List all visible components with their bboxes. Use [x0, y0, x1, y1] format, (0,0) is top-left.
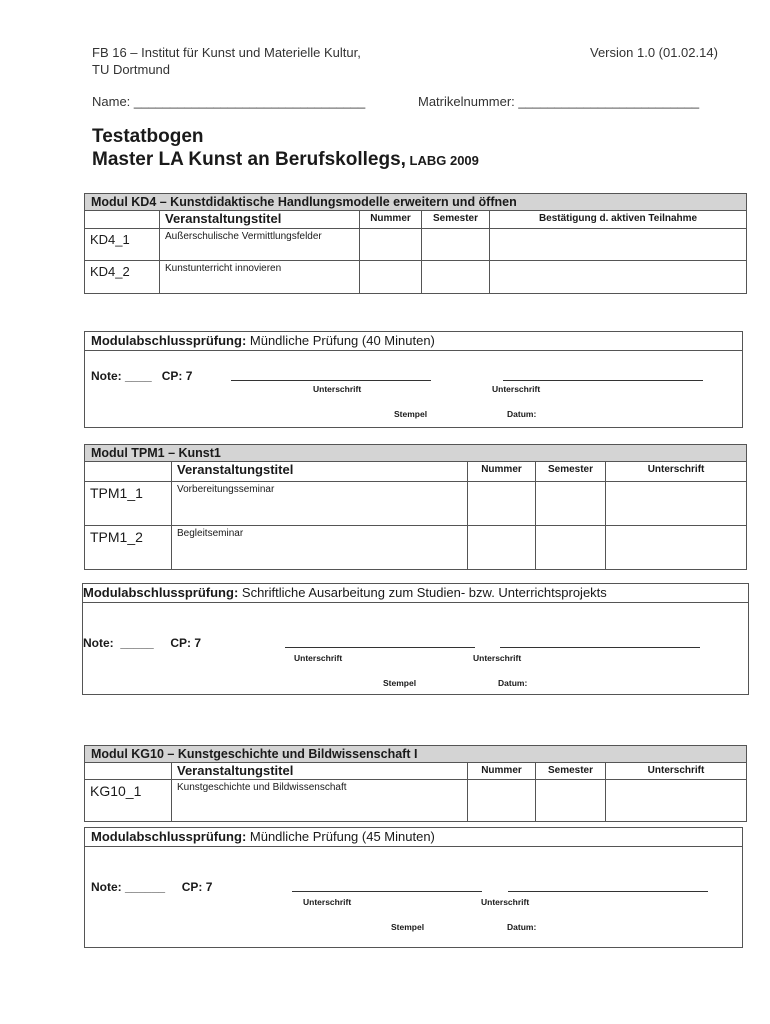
col-semester: Semester	[422, 211, 490, 229]
name-field[interactable]: Name: ________________________________	[92, 94, 366, 109]
table-row	[85, 780, 747, 822]
course-code: KG10_1	[85, 780, 172, 822]
course-code: KD4_1	[85, 229, 160, 261]
nummer-cell[interactable]	[360, 229, 422, 261]
exam-box-kd4	[84, 331, 743, 428]
exam-text: Mündliche Prüfung (40 Minuten)	[246, 333, 435, 348]
nummer-cell[interactable]	[468, 526, 536, 570]
course-code: TPM1_2	[85, 526, 172, 570]
note-field[interactable]: Note: _____ CP: 7	[83, 636, 202, 650]
confirmation-cell[interactable]	[490, 261, 747, 294]
exam-title	[85, 332, 742, 351]
exam-box-tpm1	[82, 583, 749, 695]
title-line1: Testatbogen	[92, 126, 204, 147]
module-kd4-heading: Modul KD4 – Kunstdidaktische Handlungsmodelle erweitern und öffnen	[85, 194, 747, 211]
institute-header	[92, 44, 361, 78]
exam-label: Modulabschlussprüfung:	[83, 585, 239, 600]
course-name: Begleitseminar	[172, 526, 468, 570]
title-main: Master LA Kunst an Berufskollegs,	[92, 149, 406, 170]
datum-label: Datum:	[507, 409, 537, 419]
module-kg10-heading: Modul KG10 – Kunstgeschichte und Bildwissenschaft I	[85, 746, 747, 763]
module-tpm1-table	[84, 444, 747, 570]
col-unterschrift: Unterschrift	[606, 462, 747, 482]
semester-cell[interactable]	[536, 780, 606, 822]
signature-label: Unterschrift	[481, 897, 530, 907]
signature-line[interactable]	[508, 891, 708, 892]
signature-line[interactable]	[292, 891, 482, 892]
table-row	[85, 261, 747, 294]
module-tpm1-heading: Modul TPM1 – Kunst1	[85, 445, 747, 462]
col-nummer: Nummer	[468, 462, 536, 482]
col-unterschrift: Unterschrift	[606, 763, 747, 780]
signature-cell[interactable]	[606, 482, 747, 526]
semester-cell[interactable]	[422, 229, 490, 261]
semester-cell[interactable]	[536, 526, 606, 570]
note-field[interactable]: Note: ____ CP: 7	[91, 369, 193, 383]
module-kg10-table	[84, 745, 747, 822]
col-confirmation: Bestätigung d. aktiven Teilnahme	[490, 211, 747, 229]
nummer-cell[interactable]	[468, 482, 536, 526]
datum-label: Datum:	[498, 678, 528, 688]
signature-label: Unterschrift	[313, 384, 362, 394]
course-name: Außerschulische Vermittlungsfelder	[160, 229, 360, 261]
title-suffix: LABG 2009	[405, 153, 479, 168]
col-nummer: Nummer	[468, 763, 536, 780]
stempel-label: Stempel	[394, 409, 428, 419]
signature-cell[interactable]	[606, 526, 747, 570]
table-row	[85, 482, 747, 526]
exam-text: Schriftliche Ausarbeitung zum Studien- bzw. Unterrichtsprojekts	[238, 585, 607, 600]
signature-line[interactable]	[503, 380, 703, 381]
confirmation-cell[interactable]	[490, 229, 747, 261]
exam-box-kg10	[84, 827, 743, 948]
exam-label: Modulabschlussprüfung:	[91, 333, 247, 348]
semester-cell[interactable]	[422, 261, 490, 294]
matrikel-field[interactable]: Matrikelnummer: _________________________	[418, 94, 700, 109]
course-name: Kunstgeschichte und Bildwissenschaft	[172, 780, 468, 822]
col-nummer: Nummer	[360, 211, 422, 229]
col-semester: Semester	[536, 763, 606, 780]
version-label: Version 1.0 (01.02.14)	[590, 45, 718, 60]
stempel-label: Stempel	[383, 678, 417, 688]
table-row	[85, 526, 747, 570]
course-code: TPM1_1	[85, 482, 172, 526]
nummer-cell[interactable]	[468, 780, 536, 822]
note-field[interactable]: Note: ______ CP: 7	[91, 880, 213, 894]
signature-line[interactable]	[500, 647, 700, 648]
nummer-cell[interactable]	[360, 261, 422, 294]
col-veranstaltungstitel: Veranstaltungstitel	[172, 763, 468, 780]
signature-line[interactable]	[231, 380, 431, 381]
col-veranstaltungstitel: Veranstaltungstitel	[172, 462, 468, 482]
signature-label: Unterschrift	[492, 384, 541, 394]
exam-text: Mündliche Prüfung (45 Minuten)	[246, 829, 435, 844]
semester-cell[interactable]	[536, 482, 606, 526]
course-name: Kunstunterricht innovieren	[160, 261, 360, 294]
col-veranstaltungstitel: Veranstaltungstitel	[160, 211, 360, 229]
institute-line1: FB 16 – Institut für Kunst und Materielle Kultur,	[92, 45, 361, 60]
course-name: Vorbereitungsseminar	[172, 482, 468, 526]
col-semester: Semester	[536, 462, 606, 482]
institute-line2: TU Dortmund	[92, 62, 171, 77]
course-code: KD4_2	[85, 261, 160, 294]
stempel-label: Stempel	[391, 922, 425, 932]
title-line2	[92, 148, 479, 172]
signature-label: Unterschrift	[473, 653, 522, 663]
exam-title	[83, 584, 748, 603]
module-kd4-table	[84, 193, 747, 294]
signature-cell[interactable]	[606, 780, 747, 822]
exam-title	[85, 828, 742, 847]
exam-label: Modulabschlussprüfung:	[91, 829, 247, 844]
signature-label: Unterschrift	[303, 897, 352, 907]
page-title	[92, 125, 479, 172]
table-row	[85, 229, 747, 261]
signature-line[interactable]	[285, 647, 475, 648]
signature-label: Unterschrift	[294, 653, 343, 663]
datum-label: Datum:	[507, 922, 537, 932]
